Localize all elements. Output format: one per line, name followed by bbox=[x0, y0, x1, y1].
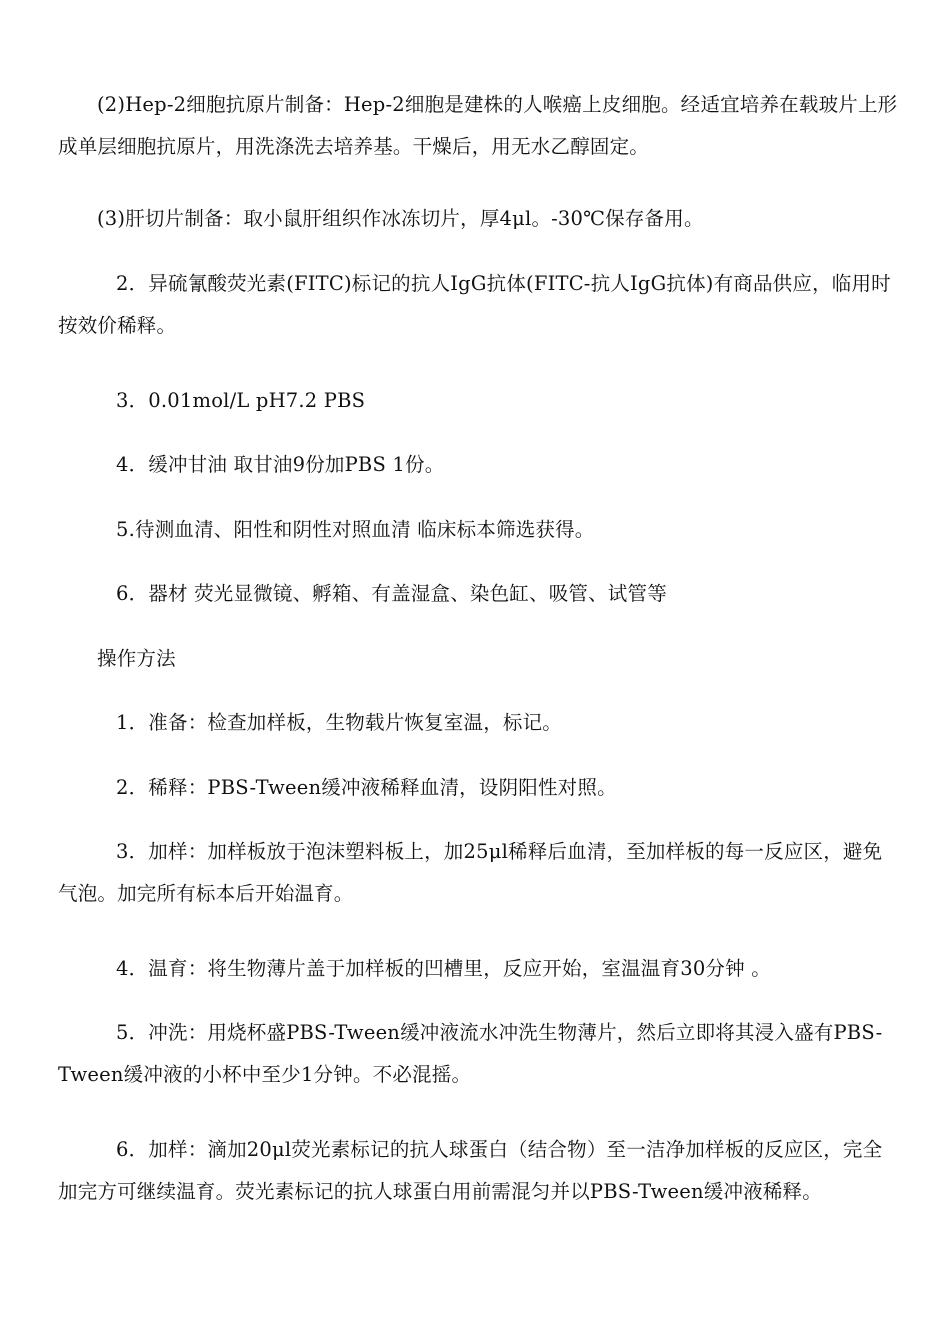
paragraph-serum-samples: 5.待测血清、阳性和阴性对照血清 临床标本筛选获得。 bbox=[116, 518, 595, 541]
section-heading-procedure: 操作方法 bbox=[97, 647, 176, 670]
paragraph-step-dilute: 2．稀释：PBS-Tween缓冲液稀释血清，设阴阳性对照。 bbox=[116, 776, 617, 799]
paragraph-step-wash: 5．冲洗：用烧杯盛PBS-Tween缓冲液流水冲洗生物薄片，然后立即将其浸入盛有PBS-Tween缓冲液的小杯中至少1分钟。不必混摇。 bbox=[58, 1021, 883, 1086]
paragraph-fitc-antibody: 2．异硫氰酸荧光素(FITC)标记的抗人IgG抗体(FITC-抗人IgG抗体)有商品供应，临用时按效价稀释。 bbox=[58, 272, 891, 337]
paragraph-step-prepare: 1．准备：检查加样板，生物载片恢复室温，标记。 bbox=[116, 711, 563, 734]
paragraph-step-add-conjugate: 6．加样：滴加20μl荧光素标记的抗人球蛋白（结合物）至一洁净加样板的反应区，完全加完方可继续温育。荧光素标记的抗人球蛋白用前需混匀并以PBS-Tween缓冲液稀释。 bbox=[58, 1138, 883, 1203]
paragraph-pbs: 3．0.01mol/L pH7.2 PBS bbox=[116, 389, 366, 412]
paragraph-liver-section: (3)肝切片制备：取小鼠肝组织作冰冻切片，厚4μl。-30℃保存备用。 bbox=[97, 207, 704, 230]
paragraph-buffered-glycerol: 4．缓冲甘油 取甘油9份加PBS 1份。 bbox=[116, 453, 445, 476]
paragraph-step-incubate: 4．温育：将生物薄片盖于加样板的凹槽里，反应开始，室温温育30分钟 。 bbox=[116, 957, 771, 980]
paragraph-step-add-sample: 3．加样：加样板放于泡沫塑料板上，加25μl稀释后血清，至加样板的每一反应区，避免气泡。加完所有标本后开始温育。 bbox=[58, 840, 883, 905]
paragraph-hep2-preparation: (2)Hep-2细胞抗原片制备：Hep-2细胞是建株的人喉癌上皮细胞。经适宜培养在载玻片上形成单层细胞抗原片，用洗涤洗去培养基。干燥后，用无水乙醇固定。 bbox=[58, 93, 898, 158]
paragraph-equipment: 6．器材 荧光显微镜、孵箱、有盖湿盒、染色缸、吸管、试管等 bbox=[116, 582, 667, 605]
